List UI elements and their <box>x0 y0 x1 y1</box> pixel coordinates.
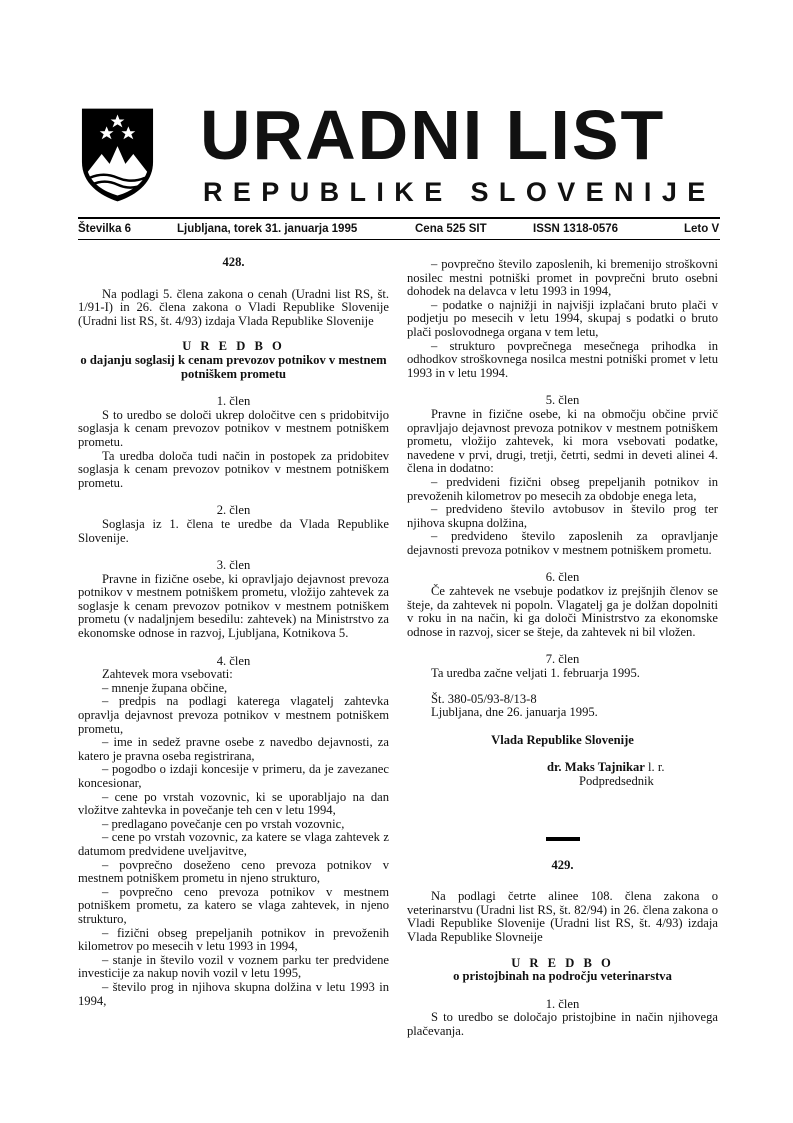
masthead-title: URADNI LIST <box>200 96 666 174</box>
list-item: – fizični obseg prepeljanih potnikov in prevoženih kilometrov po mesecih v letu 1993 in 1994, <box>78 925 389 954</box>
signer-name: dr. Maks Tajnikar <box>547 760 645 775</box>
issue-issn: ISSN 1318-0576 <box>533 223 619 235</box>
issue-date: Ljubljana, torek 31. januarja 1995 <box>177 223 358 235</box>
list-item: – cene po vrstah vozovnic, ki se uporabljajo na dan vložitve zahtevka in povečanje teh cen v letu 1994, <box>78 789 389 818</box>
coat-of-arms-icon <box>78 104 157 204</box>
article-paragraph: S to uredbo se določi ukrep določitve cen s pridobitvijo soglasja k cenam prevozov potnikov v mestnem potniškem prometu. <box>78 407 389 449</box>
article-heading: 2. člen <box>216 503 251 518</box>
issue-price: Cena 525 SIT <box>415 223 487 235</box>
issue-volume: Leto V <box>684 223 720 235</box>
article-paragraph: Če zahtevek ne vsebuje podatkov iz prejšnjih členov se šteje, da zahtevek ni popoln. Vlagatelj ga je dolžan dopolniti v roku in na način, ki ga določi Ministrstvo za ekonomske odnose in razvoj, sicer se šteje, da zahtevek ni bil vložen. <box>407 584 718 639</box>
list-item: – pogodbo o izdaji koncesije v primeru, da je zavezanec koncesionar, <box>78 762 389 790</box>
article-heading: 1. člen <box>216 394 251 409</box>
list-item: – predvideno število avtobusov in število prog ter njihova skupna dolžina, <box>407 502 718 530</box>
left-column <box>78 256 389 1008</box>
list-item: – povprečno število zaposlenih, ki bremenijo stroškovni nosilec mestni potniški promet in povprečni bruto osebni dohodek na delavca v letu 1993 in 1994, <box>407 257 718 299</box>
article-paragraph: Ta uredba določa tudi način in postopek za pridobitev soglasja k cenam prevozov potnikov v mestnem potniškem prometu. <box>78 448 389 490</box>
act-separator <box>546 837 580 841</box>
act-title: o pristojbinah na področju veterinarstva <box>453 969 672 984</box>
list-item: – podatke o najnižji in najvišji izplačani bruto plači v podjetju po mesecih v letu 1994, skupaj s podatki o bruto plači poslovodnega organa v tem letu, <box>407 297 718 339</box>
right-column <box>407 258 718 1039</box>
act-number: 428. <box>222 255 245 269</box>
article-heading: 7. člen <box>545 652 580 667</box>
signer-lr: l. r. <box>644 760 665 775</box>
article-paragraph: Pravne in fizične osebe, ki na območju občine prvič opravljajo dejavnost prevoza potnikov v mestnem potniškem prometu, vložijo zahtevek, ki mora vsebovati podatke, navedene v prvi, drugi, tretji, četrti, sedmi in deveti alinei 4. člena in dodatno: <box>407 406 718 476</box>
masthead-subtitle: REPUBLIKE SLOVENIJE <box>203 177 716 207</box>
signer-organization: Vlada Republike Slovenije <box>491 732 634 747</box>
list-item: – ime in sedež pravne osebe z navedbo dejavnosti, za katero je pravna oseba registrirana, <box>78 735 389 763</box>
act-title: o dajanju soglasij k cenam prevozov potnikov v mestnem potniškem prometu <box>80 352 387 381</box>
reference-date: Ljubljana, dne 26. januarja 1995. <box>431 705 598 720</box>
article-heading: 1. člen <box>545 996 580 1011</box>
list-item: – cene po vrstah vozovnic, za katere se vlaga zahtevek z datumom predvidene uveljavitve, <box>78 830 389 858</box>
list-item: – predpis na podlagi katerega vlagatelj zahtevka opravlja dejavnost prevoza potnikov v mestnem potniškem prometu, <box>78 694 389 736</box>
act-type: U R E D B O <box>182 339 285 354</box>
list-item: – mnenje župana občine, <box>102 680 228 695</box>
article-paragraph: Zahtevek mora vsebovati: <box>102 667 233 682</box>
issue-number: Številka 6 <box>78 223 132 235</box>
article-heading: 6. člen <box>545 570 580 585</box>
article-paragraph: Ta uredba začne veljati 1. februarja 1995. <box>431 666 640 681</box>
list-item: – povprečno ceno prevoza potnikov v mestnem potniškem prometu, za katero se vlaga zahtevek, in njeno strukturo, <box>78 884 389 926</box>
article-heading: 5. člen <box>545 393 580 408</box>
list-item: – predlagano povečanje cen po vrstah vozovnic, <box>102 816 345 831</box>
article-heading: 3. člen <box>216 558 251 573</box>
article-paragraph: S to uredbo se določajo pristojbine in način njihovega plačevanja. <box>407 1010 718 1038</box>
reference-number: Št. 380-05/93-8/13-8 <box>431 691 537 706</box>
list-item: – predvideno število zaposlenih za opravljanje dejavnosti prevoza potnikov v mestnem potniškem prometu. <box>407 529 718 557</box>
list-item: – stanje in število vozil v voznem parku ter predvidene investicije za nakup novih vozil v letu 1995, <box>78 952 389 981</box>
signer-role: Podpredsednik <box>579 774 654 788</box>
list-item: – povprečno doseženo ceno prevoza potnikov v mestnem potniškem prometu in njeno strukturo, <box>78 857 389 886</box>
article-paragraph: Pravne in fizične osebe, ki opravljajo dejavnost prevoza potnikov v mestnem potniškem prometu, vložijo zahtevek za soglasje k cenam prevozov potnikov v mestnem potniškem prometu (v nadaljnjem besedilu: zahtevek) na Ministrstvo za ekonomske odnose in razvoj, Ljubljana, Kotnikova 5. <box>78 571 389 641</box>
list-item: – število prog in njihova skupna dolžina v letu 1993 in 1994, <box>78 979 389 1008</box>
list-item: – predvideni fizični obseg prepeljanih potnikov in prevoženih kilometrov po mesecih za obdobje enega leta, <box>407 474 718 503</box>
act-preamble: Na podlagi 5. člena zakona o cenah (Uradni list RS, št. 1/91-I) in 26. člena zakona o Vladi Republike Slovenije (Uradni list RS, št. 4/93) izdaja Vlada Republike Slovenije <box>78 286 389 328</box>
act-number: 429. <box>551 857 574 872</box>
act-type: U R E D B O <box>511 955 614 970</box>
article-paragraph: Soglasja iz 1. člena te uredbe da Vlada Republike Slovenije. <box>78 516 389 545</box>
article-heading: 4. člen <box>216 653 251 668</box>
act-preamble: Na podlagi četrte alinee 108. člena zakona o veterinarstvu (Uradni list RS, št. 82/94) in 26. člena zakona o Vladi Republike Slovenije (Uradni list RS, št. 4/93) izdaja Vlada Republike Slovneije <box>407 889 718 944</box>
signer-line <box>407 761 718 775</box>
masthead-rule-top <box>78 217 720 219</box>
list-item: – strukturo povprečnega mesečnega prihodka in odhodkov stroškovnega nosilca mestni potniški promet v letu 1993 in v letu 1994. <box>407 338 718 380</box>
masthead-rule-bottom <box>78 239 720 240</box>
